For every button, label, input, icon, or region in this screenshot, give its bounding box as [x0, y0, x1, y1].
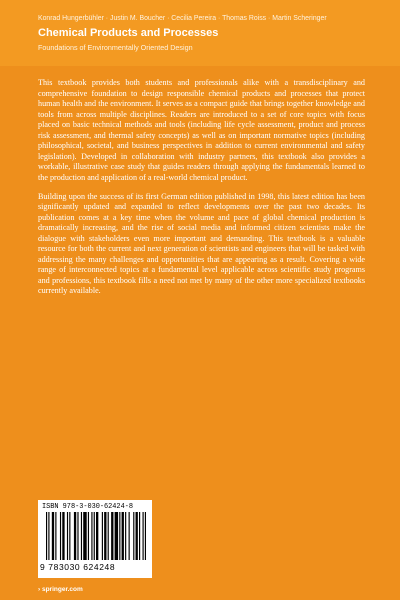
barcode-stripe — [60, 512, 61, 560]
barcode-stripe — [104, 512, 106, 560]
barcode-stripe — [94, 512, 95, 560]
barcode-stripe — [129, 512, 130, 560]
barcode-bars — [46, 512, 146, 560]
barcode-stripe — [62, 512, 64, 560]
barcode-stripe — [48, 512, 49, 560]
barcode-stripe — [88, 512, 89, 560]
barcode-stripe — [83, 512, 86, 560]
barcode-stripe — [67, 512, 68, 560]
barcode-stripe — [122, 512, 124, 560]
barcode-stripe — [69, 512, 70, 560]
barcode-stripe — [133, 512, 134, 560]
publisher-link[interactable]: › springer.com — [38, 586, 83, 593]
barcode-number: 9 783030 624248 — [40, 562, 116, 572]
barcode-stripe — [119, 512, 120, 560]
barcode-stripe — [55, 512, 56, 560]
barcode-stripe — [125, 512, 126, 560]
barcode-stripe — [74, 512, 76, 560]
book-subtitle: Foundations of Environmentally Oriented Design — [38, 43, 193, 52]
barcode-stripe — [81, 512, 82, 560]
barcode-stripe — [145, 512, 146, 560]
barcode-stripe — [52, 512, 54, 560]
blurb-paragraph: This textbook provides both students and professionals alike with a transdisciplinary and comprehensive foundation to design responsible chemical products and processes that protect human health and the environment. It serves as a compact guide that brings together knowledge and tools from across multiple disciplines. Readers are introduced to a set of core topics with focus placed on basic technical methods and tools (including life cycle assessment, product and process risk assessment, and thermal safety concepts) as well as on important normative topics (including philosophical, societal, and business perspectives in addition to current environmental and safety legislation). Developed in collaboration with industry partners, this textbook also provides a workable, illustrative case study that guides readers through applying the fundamentals learned to the production and application of a real-world chemical product. — [38, 78, 365, 182]
barcode-stripe — [111, 512, 113, 560]
blurb — [38, 78, 365, 305]
header-band — [0, 0, 400, 66]
barcode-stripe — [91, 512, 92, 560]
barcode-stripe — [143, 512, 144, 560]
barcode-stripe — [115, 512, 118, 560]
blurb-paragraph: Building upon the success of its first German edition published in 1998, this latest edition has been significantly updated and expanded to reflect developments over the past two decades. Its publication comes at a key time when the volume and pace of global chemical production is dramatically increasing, and the rise of social media and informed citizen scientists make the dialogue with stakeholders even more important and demanding. This textbook is a valuable resource for both the current and next generation of scientists and engineers that will be tasked with addressing the many challenges and opportunities that are appearing as a result. Covering a wide range of interconnected topics at a fundamental level applicable across scientific study programs and professions, this textbook fills a need not met by many of the other more specialized textbooks currently available. — [38, 191, 365, 295]
book-title: Chemical Products and Processes — [38, 27, 219, 39]
barcode-stripe — [96, 512, 98, 560]
isbn-text: ISBN 978-3-030-62424-8 — [42, 503, 133, 511]
barcode-stripe — [46, 512, 47, 560]
barcode-stripe — [108, 512, 109, 560]
barcode-stripe — [136, 512, 138, 560]
barcode-stripe — [77, 512, 78, 560]
barcode-label — [38, 500, 152, 578]
barcode-stripe — [139, 512, 140, 560]
barcode-stripe — [102, 512, 103, 560]
authors-line: Konrad Hungerbühler · Justin M. Boucher · Cecilia Pereira · Thomas Roiss · Martin Scheringer — [38, 15, 327, 22]
